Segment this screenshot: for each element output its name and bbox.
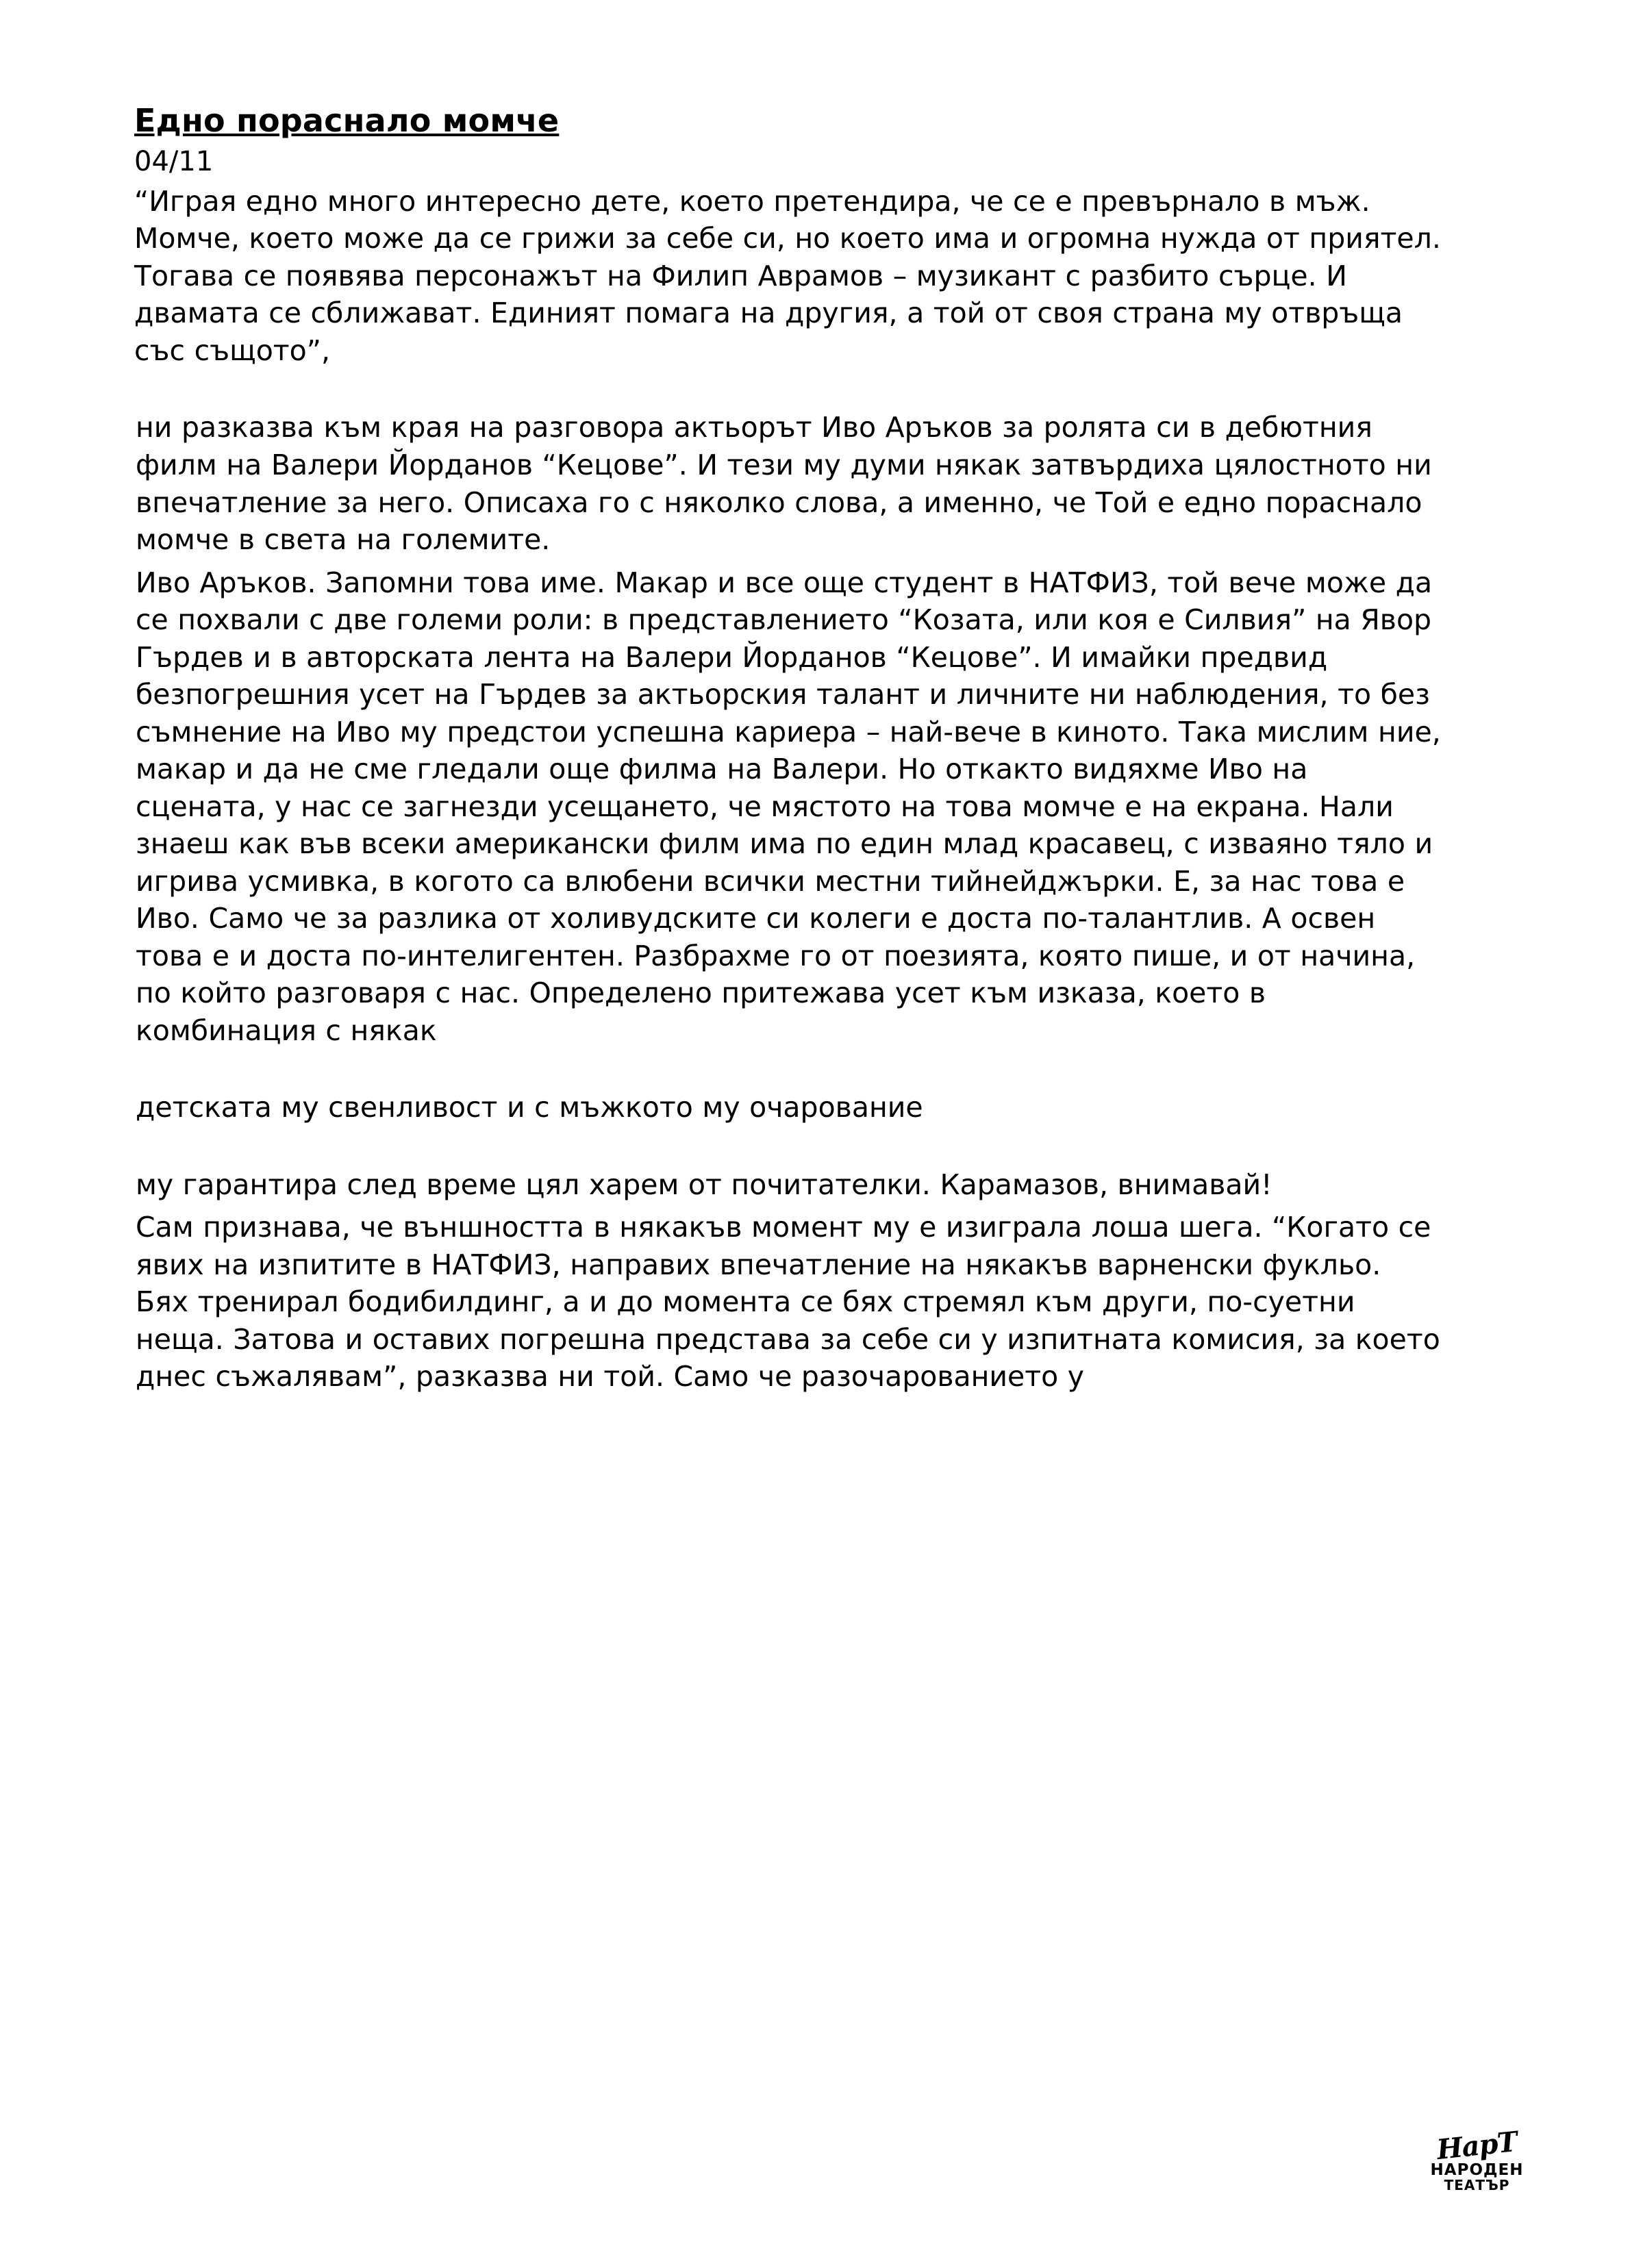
national-theatre-logo [1414, 2125, 1540, 2215]
paragraph-spacer [134, 1203, 1442, 1209]
paragraph-body-2: Иво Аръков. Запомни това име. Макар и все още студент в НАТФИЗ, той вече може да се похвали с две големи роли: в представлението “Козата, или коя е Силвия” на Явор Гърдев и в авторската лента на Валери Йорданов “Кецове”. И имайки предвид безпогрешния усет на Гърдев за актьорския талант и личните ни наблюдения, то без съмнение на Иво му предстои успешна кариера – най-вече в киното. Така мислим ние, макар и да не сме гледали още филма на Валери. Но откакто видяхме Иво на сцената, у нас се загнезди усещането, че мястото на това момче е на екрана. Нали знаеш как във всеки американски филм има по един млад красавец, с изваяно тяло и игрива усмивка, в когото са влюбени всички местни тийнейджърки. Е, за нас това е Иво. Само че за разлика от холивудските си колеги е доста по-талантлив. А освен това е и доста по-интелигентен. Разбрахме го от поезията, която пише, и от начина, по който разговаря с нас. Определено притежава усет към изказа, което в комбинация с някак [136, 566, 1441, 1047]
article-date: 04/11 [134, 145, 214, 177]
paragraph-body-4: му гарантира след време цял харем от почитателки. Карамазов, внимавай! [136, 1168, 1272, 1201]
logo-signature-icon: НарТ [1435, 2125, 1519, 2167]
paragraph-spacer [134, 369, 1442, 409]
logo-line-1: НАРОДЕН [1430, 2161, 1524, 2179]
paragraph-spacer [134, 1049, 1442, 1089]
paragraph-body-3: детската му свенливост и с мъжкото му очарование [136, 1091, 923, 1124]
paragraph-spacer [134, 559, 1442, 564]
paragraph-body-1: ни разказва към края на разговора актьорът Иво Аръков за ролята си в дебютния филм на Валери Йорданов “Кецове”. И тези му думи някак затвърдиха цялостното ни впечатление за него. Описаха го с няколко слова, а именно, че Той е едно пораснало момче в света на големите. [136, 411, 1432, 557]
article-body [134, 103, 1442, 1396]
paragraph-quote-intro: “Играя едно много интересно дете, което претендира, че се е превърнало в мъж. Момче, което може да се грижи за себе си, но което има и огромна нужда от приятел. Тогава се появява персонажът на Филип Аврамов – музикант с разбито сърце. И двамата се сближават. Единият помага на другия, а той от своя страна му отвръща със същото”, [134, 184, 1441, 367]
paragraph-body-5: Сам признава, че външността в някакъв момент му е изиграла лоша шега. “Когато се явих на изпитите в НАТФИЗ, направих впечатление на някакъв варненски фукльо. Бях тренирал бодибилдинг, а и до момента се бях стремял към други, по-суетни неща. Затова и оставих погрешна представа за себе си у изпитната комисия, за което днес съжалявам”, разказва ни той. Само че разочарованието у [136, 1211, 1440, 1394]
page-title: Едно пораснало момче [134, 102, 560, 139]
logo-line-2: ТЕАТЪР [1444, 2177, 1510, 2193]
paragraph-spacer [134, 1126, 1442, 1166]
